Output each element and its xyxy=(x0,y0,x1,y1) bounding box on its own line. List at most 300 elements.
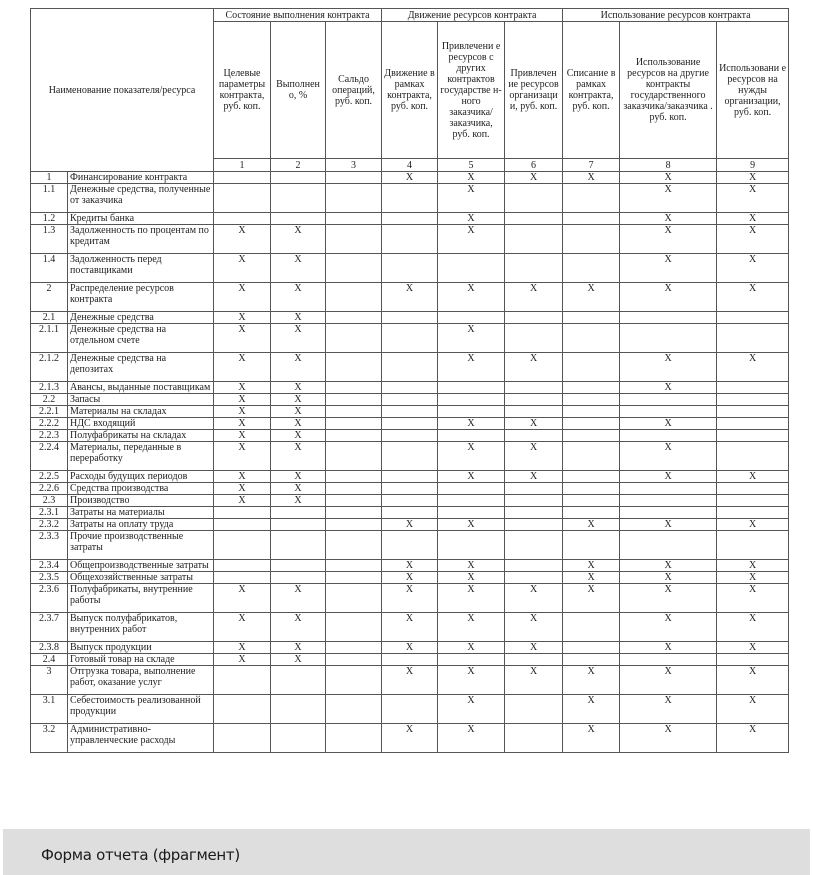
table-row xyxy=(31,519,789,531)
table-cell xyxy=(620,394,717,406)
table-row xyxy=(31,666,789,695)
table-cell xyxy=(505,324,563,353)
table-cell xyxy=(382,531,438,560)
table-cell xyxy=(563,471,620,483)
table-cell: X xyxy=(271,430,326,442)
table-cell xyxy=(563,442,620,471)
table-cell xyxy=(214,724,271,753)
table-cell: X xyxy=(271,471,326,483)
table-cell: X xyxy=(620,666,717,695)
table-cell: X xyxy=(438,353,505,382)
table-cell xyxy=(271,213,326,225)
table-cell: X xyxy=(382,642,438,654)
table-cell xyxy=(563,324,620,353)
report-table xyxy=(30,8,789,753)
table-cell xyxy=(438,382,505,394)
table-cell: X xyxy=(271,654,326,666)
table-cell: X xyxy=(563,584,620,613)
table-cell xyxy=(214,213,271,225)
row-name: Себестоимость реализованной продукции xyxy=(68,695,214,724)
column-header: Списание в рамках контракта, руб. коп. xyxy=(563,22,620,159)
table-row xyxy=(31,442,789,471)
table-cell xyxy=(326,724,382,753)
table-cell: X xyxy=(214,394,271,406)
table-cell xyxy=(717,654,789,666)
table-cell xyxy=(326,172,382,184)
table-cell xyxy=(563,184,620,213)
column-number: 8 xyxy=(620,159,717,172)
table-cell xyxy=(563,642,620,654)
table-row xyxy=(31,254,789,283)
table-cell xyxy=(214,507,271,519)
table-cell: X xyxy=(438,283,505,312)
column-header: Привлечени е ресурсов с других контрактов государстве н-ного заказчика/ заказчика, руб. коп. xyxy=(438,22,505,159)
row-name: Выпуск продукции xyxy=(68,642,214,654)
table-cell xyxy=(214,519,271,531)
table-cell: X xyxy=(505,442,563,471)
table-cell xyxy=(326,572,382,584)
row-number: 2.2.3 xyxy=(31,430,68,442)
table-cell xyxy=(717,531,789,560)
table-cell: X xyxy=(438,471,505,483)
row-number: 1 xyxy=(31,172,68,184)
table-cell xyxy=(717,495,789,507)
table-header xyxy=(31,9,789,172)
table-cell xyxy=(563,418,620,430)
table-row xyxy=(31,172,789,184)
table-cell xyxy=(382,225,438,254)
table-cell xyxy=(382,312,438,324)
table-cell xyxy=(563,213,620,225)
table-cell: X xyxy=(214,430,271,442)
table-cell: X xyxy=(438,442,505,471)
table-row xyxy=(31,531,789,560)
table-cell xyxy=(620,507,717,519)
row-number: 2.2 xyxy=(31,394,68,406)
table-cell xyxy=(326,406,382,418)
table-cell: X xyxy=(438,519,505,531)
table-cell: X xyxy=(563,519,620,531)
table-cell xyxy=(717,507,789,519)
table-cell xyxy=(214,695,271,724)
table-cell: X xyxy=(271,418,326,430)
table-cell: X xyxy=(382,283,438,312)
row-number: 2.1.1 xyxy=(31,324,68,353)
table-cell xyxy=(505,560,563,572)
table-cell xyxy=(382,353,438,382)
table-cell: X xyxy=(620,519,717,531)
table-cell xyxy=(563,507,620,519)
table-cell xyxy=(382,654,438,666)
table-cell xyxy=(326,213,382,225)
table-cell: X xyxy=(271,283,326,312)
table-cell xyxy=(214,572,271,584)
table-body xyxy=(31,172,789,753)
table-cell xyxy=(326,471,382,483)
table-cell xyxy=(620,531,717,560)
row-name: Материалы, переданные в переработку xyxy=(68,442,214,471)
table-cell xyxy=(505,430,563,442)
table-cell xyxy=(438,507,505,519)
table-cell xyxy=(505,495,563,507)
table-cell: X xyxy=(382,666,438,695)
table-cell: X xyxy=(214,483,271,495)
table-cell xyxy=(505,519,563,531)
table-cell: X xyxy=(438,418,505,430)
table-cell: X xyxy=(717,353,789,382)
table-cell: X xyxy=(271,382,326,394)
row-name: НДС входящий xyxy=(68,418,214,430)
table-cell: X xyxy=(620,382,717,394)
row-number: 2.2.4 xyxy=(31,442,68,471)
table-row xyxy=(31,418,789,430)
table-row xyxy=(31,724,789,753)
table-cell xyxy=(326,353,382,382)
table-row xyxy=(31,406,789,418)
table-cell: X xyxy=(438,560,505,572)
row-number: 2.3.5 xyxy=(31,572,68,584)
table-cell xyxy=(382,430,438,442)
table-cell: X xyxy=(382,724,438,753)
row-number: 1.1 xyxy=(31,184,68,213)
table-cell: X xyxy=(717,172,789,184)
table-cell: X xyxy=(438,666,505,695)
table-cell: X xyxy=(382,572,438,584)
table-cell xyxy=(326,254,382,283)
table-cell xyxy=(326,695,382,724)
row-number: 2.3.6 xyxy=(31,584,68,613)
table-cell xyxy=(438,312,505,324)
table-cell: X xyxy=(620,642,717,654)
row-number: 2.2.1 xyxy=(31,406,68,418)
row-name: Отгрузка товара, выполнение работ, оказание услуг xyxy=(68,666,214,695)
row-number: 2 xyxy=(31,283,68,312)
table-cell xyxy=(563,312,620,324)
table-cell xyxy=(620,324,717,353)
table-cell xyxy=(717,430,789,442)
table-cell: X xyxy=(271,312,326,324)
table-cell xyxy=(271,695,326,724)
table-cell: X xyxy=(620,442,717,471)
column-header: Движение в рамках контракта, руб. коп. xyxy=(382,22,438,159)
table-cell xyxy=(438,531,505,560)
row-name: Задолженность перед поставщиками xyxy=(68,254,214,283)
table-cell xyxy=(438,406,505,418)
table-cell: X xyxy=(438,213,505,225)
table-cell xyxy=(271,519,326,531)
row-name: Запасы xyxy=(68,394,214,406)
table-cell: X xyxy=(620,560,717,572)
header-group-row xyxy=(31,9,789,22)
row-name: Денежные средства на отдельном счете xyxy=(68,324,214,353)
table-cell: X xyxy=(717,560,789,572)
table-cell: X xyxy=(271,584,326,613)
table-row xyxy=(31,584,789,613)
table-cell: X xyxy=(271,394,326,406)
table-cell: X xyxy=(214,254,271,283)
table-row xyxy=(31,184,789,213)
table-row xyxy=(31,572,789,584)
row-number: 2.4 xyxy=(31,654,68,666)
row-number: 3.1 xyxy=(31,695,68,724)
table-cell xyxy=(326,495,382,507)
row-number: 2.3.7 xyxy=(31,613,68,642)
table-cell xyxy=(271,572,326,584)
table-cell xyxy=(505,394,563,406)
table-cell: X xyxy=(620,724,717,753)
table-cell xyxy=(505,654,563,666)
column-header: Использование ресурсов на другие контракты государственного заказчика/заказчика . руб. коп. xyxy=(620,22,717,159)
table-row xyxy=(31,213,789,225)
table-cell xyxy=(438,483,505,495)
table-cell xyxy=(326,507,382,519)
row-number: 2.3 xyxy=(31,495,68,507)
table-cell xyxy=(563,382,620,394)
table-cell xyxy=(563,225,620,254)
table-cell xyxy=(620,495,717,507)
table-cell xyxy=(717,312,789,324)
table-cell: X xyxy=(717,184,789,213)
table-cell: X xyxy=(563,724,620,753)
table-cell: X xyxy=(717,225,789,254)
table-cell: X xyxy=(620,418,717,430)
table-cell xyxy=(326,430,382,442)
table-cell: X xyxy=(505,613,563,642)
table-cell: X xyxy=(382,172,438,184)
row-name: Денежные средства, полученные от заказчика xyxy=(68,184,214,213)
table-cell xyxy=(326,225,382,254)
table-cell xyxy=(214,172,271,184)
table-cell xyxy=(326,519,382,531)
table-cell: X xyxy=(271,353,326,382)
table-cell xyxy=(271,184,326,213)
table-cell xyxy=(438,430,505,442)
row-number: 2.3.4 xyxy=(31,560,68,572)
table-cell xyxy=(271,666,326,695)
header-group-contract-status: Состояние выполнения контракта xyxy=(214,9,382,22)
table-cell xyxy=(214,560,271,572)
table-cell xyxy=(271,531,326,560)
table-cell xyxy=(382,213,438,225)
table-row xyxy=(31,430,789,442)
table-cell xyxy=(382,442,438,471)
table-cell: X xyxy=(717,695,789,724)
table-cell: X xyxy=(214,406,271,418)
table-row xyxy=(31,483,789,495)
table-cell: X xyxy=(438,642,505,654)
column-number: 7 xyxy=(563,159,620,172)
table-cell xyxy=(382,695,438,724)
column-number: 6 xyxy=(505,159,563,172)
row-name: Производство xyxy=(68,495,214,507)
table-cell: X xyxy=(271,406,326,418)
table-cell xyxy=(326,312,382,324)
table-cell xyxy=(717,418,789,430)
table-cell xyxy=(382,382,438,394)
column-header: Сальдо операций, руб. коп. xyxy=(326,22,382,159)
row-number: 3 xyxy=(31,666,68,695)
row-number: 2.3.3 xyxy=(31,531,68,560)
table-cell xyxy=(717,483,789,495)
table-cell xyxy=(620,406,717,418)
table-cell xyxy=(326,666,382,695)
table-cell xyxy=(717,442,789,471)
table-cell: X xyxy=(620,184,717,213)
column-header: Целевые параметры контракта, руб. коп. xyxy=(214,22,271,159)
row-number: 2.1.2 xyxy=(31,353,68,382)
table-cell xyxy=(563,254,620,283)
table-cell: X xyxy=(717,283,789,312)
table-cell: X xyxy=(214,442,271,471)
row-name: Кредиты банка xyxy=(68,213,214,225)
table-cell xyxy=(563,613,620,642)
table-cell: X xyxy=(717,213,789,225)
column-header: Выполнен о, % xyxy=(271,22,326,159)
table-cell: X xyxy=(214,382,271,394)
name-header: Наименование показателя/ресурса xyxy=(31,9,214,172)
table-cell: X xyxy=(620,613,717,642)
row-name: Готовый товар на складе xyxy=(68,654,214,666)
table-cell: X xyxy=(717,471,789,483)
table-cell xyxy=(717,394,789,406)
row-number: 2.3.1 xyxy=(31,507,68,519)
table-cell xyxy=(271,724,326,753)
table-cell: X xyxy=(620,353,717,382)
row-name: Общехозяйственные затраты xyxy=(68,572,214,584)
table-cell xyxy=(505,724,563,753)
table-row xyxy=(31,394,789,406)
table-cell xyxy=(505,184,563,213)
row-name: Авансы, выданные поставщикам xyxy=(68,382,214,394)
table-cell xyxy=(563,406,620,418)
table-cell xyxy=(563,495,620,507)
table-cell: X xyxy=(214,471,271,483)
table-cell xyxy=(505,406,563,418)
table-cell xyxy=(438,495,505,507)
table-cell xyxy=(214,666,271,695)
table-cell: X xyxy=(214,495,271,507)
row-number: 3.2 xyxy=(31,724,68,753)
table-cell xyxy=(563,531,620,560)
row-name: Прочие производственные затраты xyxy=(68,531,214,560)
table-cell xyxy=(326,560,382,572)
table-cell xyxy=(382,254,438,283)
row-name: Общепроизводственные затраты xyxy=(68,560,214,572)
column-header: Привлечен ие ресурсов организаци и, руб. коп. xyxy=(505,22,563,159)
column-header: Использовани е ресурсов на нужды организации, руб. коп. xyxy=(717,22,789,159)
column-number: 2 xyxy=(271,159,326,172)
table-cell: X xyxy=(438,324,505,353)
footer-caption-bar xyxy=(3,829,810,875)
table-cell xyxy=(326,531,382,560)
table-cell: X xyxy=(382,560,438,572)
table-cell: X xyxy=(214,225,271,254)
table-cell xyxy=(271,560,326,572)
table-cell xyxy=(326,483,382,495)
header-group-resource-usage: Использование ресурсов контракта xyxy=(563,9,789,22)
table-cell: X xyxy=(505,471,563,483)
row-name: Денежные средства xyxy=(68,312,214,324)
row-name: Распределение ресурсов контракта xyxy=(68,283,214,312)
table-cell: X xyxy=(505,584,563,613)
row-name: Средства производства xyxy=(68,483,214,495)
table-cell xyxy=(620,483,717,495)
table-row xyxy=(31,353,789,382)
table-cell: X xyxy=(214,283,271,312)
table-cell: X xyxy=(620,584,717,613)
table-cell xyxy=(382,418,438,430)
table-cell xyxy=(505,483,563,495)
row-number: 1.4 xyxy=(31,254,68,283)
table-cell: X xyxy=(505,172,563,184)
table-cell xyxy=(505,213,563,225)
table-cell xyxy=(326,382,382,394)
table-cell: X xyxy=(563,172,620,184)
table-cell xyxy=(326,442,382,471)
table-row xyxy=(31,642,789,654)
row-name: Затраты на оплату труда xyxy=(68,519,214,531)
table-cell: X xyxy=(620,225,717,254)
table-cell: X xyxy=(620,695,717,724)
table-cell xyxy=(382,324,438,353)
column-number: 1 xyxy=(214,159,271,172)
table-cell xyxy=(382,495,438,507)
table-cell xyxy=(326,184,382,213)
table-cell xyxy=(326,584,382,613)
table-cell: X xyxy=(382,519,438,531)
table-cell xyxy=(382,406,438,418)
table-cell: X xyxy=(717,519,789,531)
table-row xyxy=(31,613,789,642)
table-cell: X xyxy=(438,613,505,642)
table-cell xyxy=(382,471,438,483)
table-row xyxy=(31,560,789,572)
table-cell: X xyxy=(271,225,326,254)
table-cell: X xyxy=(620,172,717,184)
row-name: Полуфабрикаты на складах xyxy=(68,430,214,442)
table-row xyxy=(31,225,789,254)
table-cell: X xyxy=(563,560,620,572)
table-cell xyxy=(620,654,717,666)
row-name: Задолженность по процентам по кредитам xyxy=(68,225,214,254)
table-cell: X xyxy=(717,613,789,642)
row-name: Денежные средства на депозитах xyxy=(68,353,214,382)
table-cell: X xyxy=(563,283,620,312)
table-cell: X xyxy=(271,324,326,353)
table-cell xyxy=(505,507,563,519)
table-row xyxy=(31,507,789,519)
table-cell: X xyxy=(717,724,789,753)
table-cell: X xyxy=(505,642,563,654)
table-cell: X xyxy=(271,254,326,283)
table-cell: X xyxy=(717,572,789,584)
table-cell: X xyxy=(563,572,620,584)
table-cell: X xyxy=(717,584,789,613)
row-number: 2.3.2 xyxy=(31,519,68,531)
table-cell: X xyxy=(620,572,717,584)
table-cell xyxy=(326,394,382,406)
row-name: Затраты на материалы xyxy=(68,507,214,519)
table-cell xyxy=(620,312,717,324)
table-cell xyxy=(563,430,620,442)
table-cell xyxy=(382,507,438,519)
table-cell xyxy=(563,483,620,495)
table-cell xyxy=(505,695,563,724)
row-number: 2.2.6 xyxy=(31,483,68,495)
column-number: 4 xyxy=(382,159,438,172)
table-cell: X xyxy=(505,353,563,382)
table-cell: X xyxy=(505,666,563,695)
